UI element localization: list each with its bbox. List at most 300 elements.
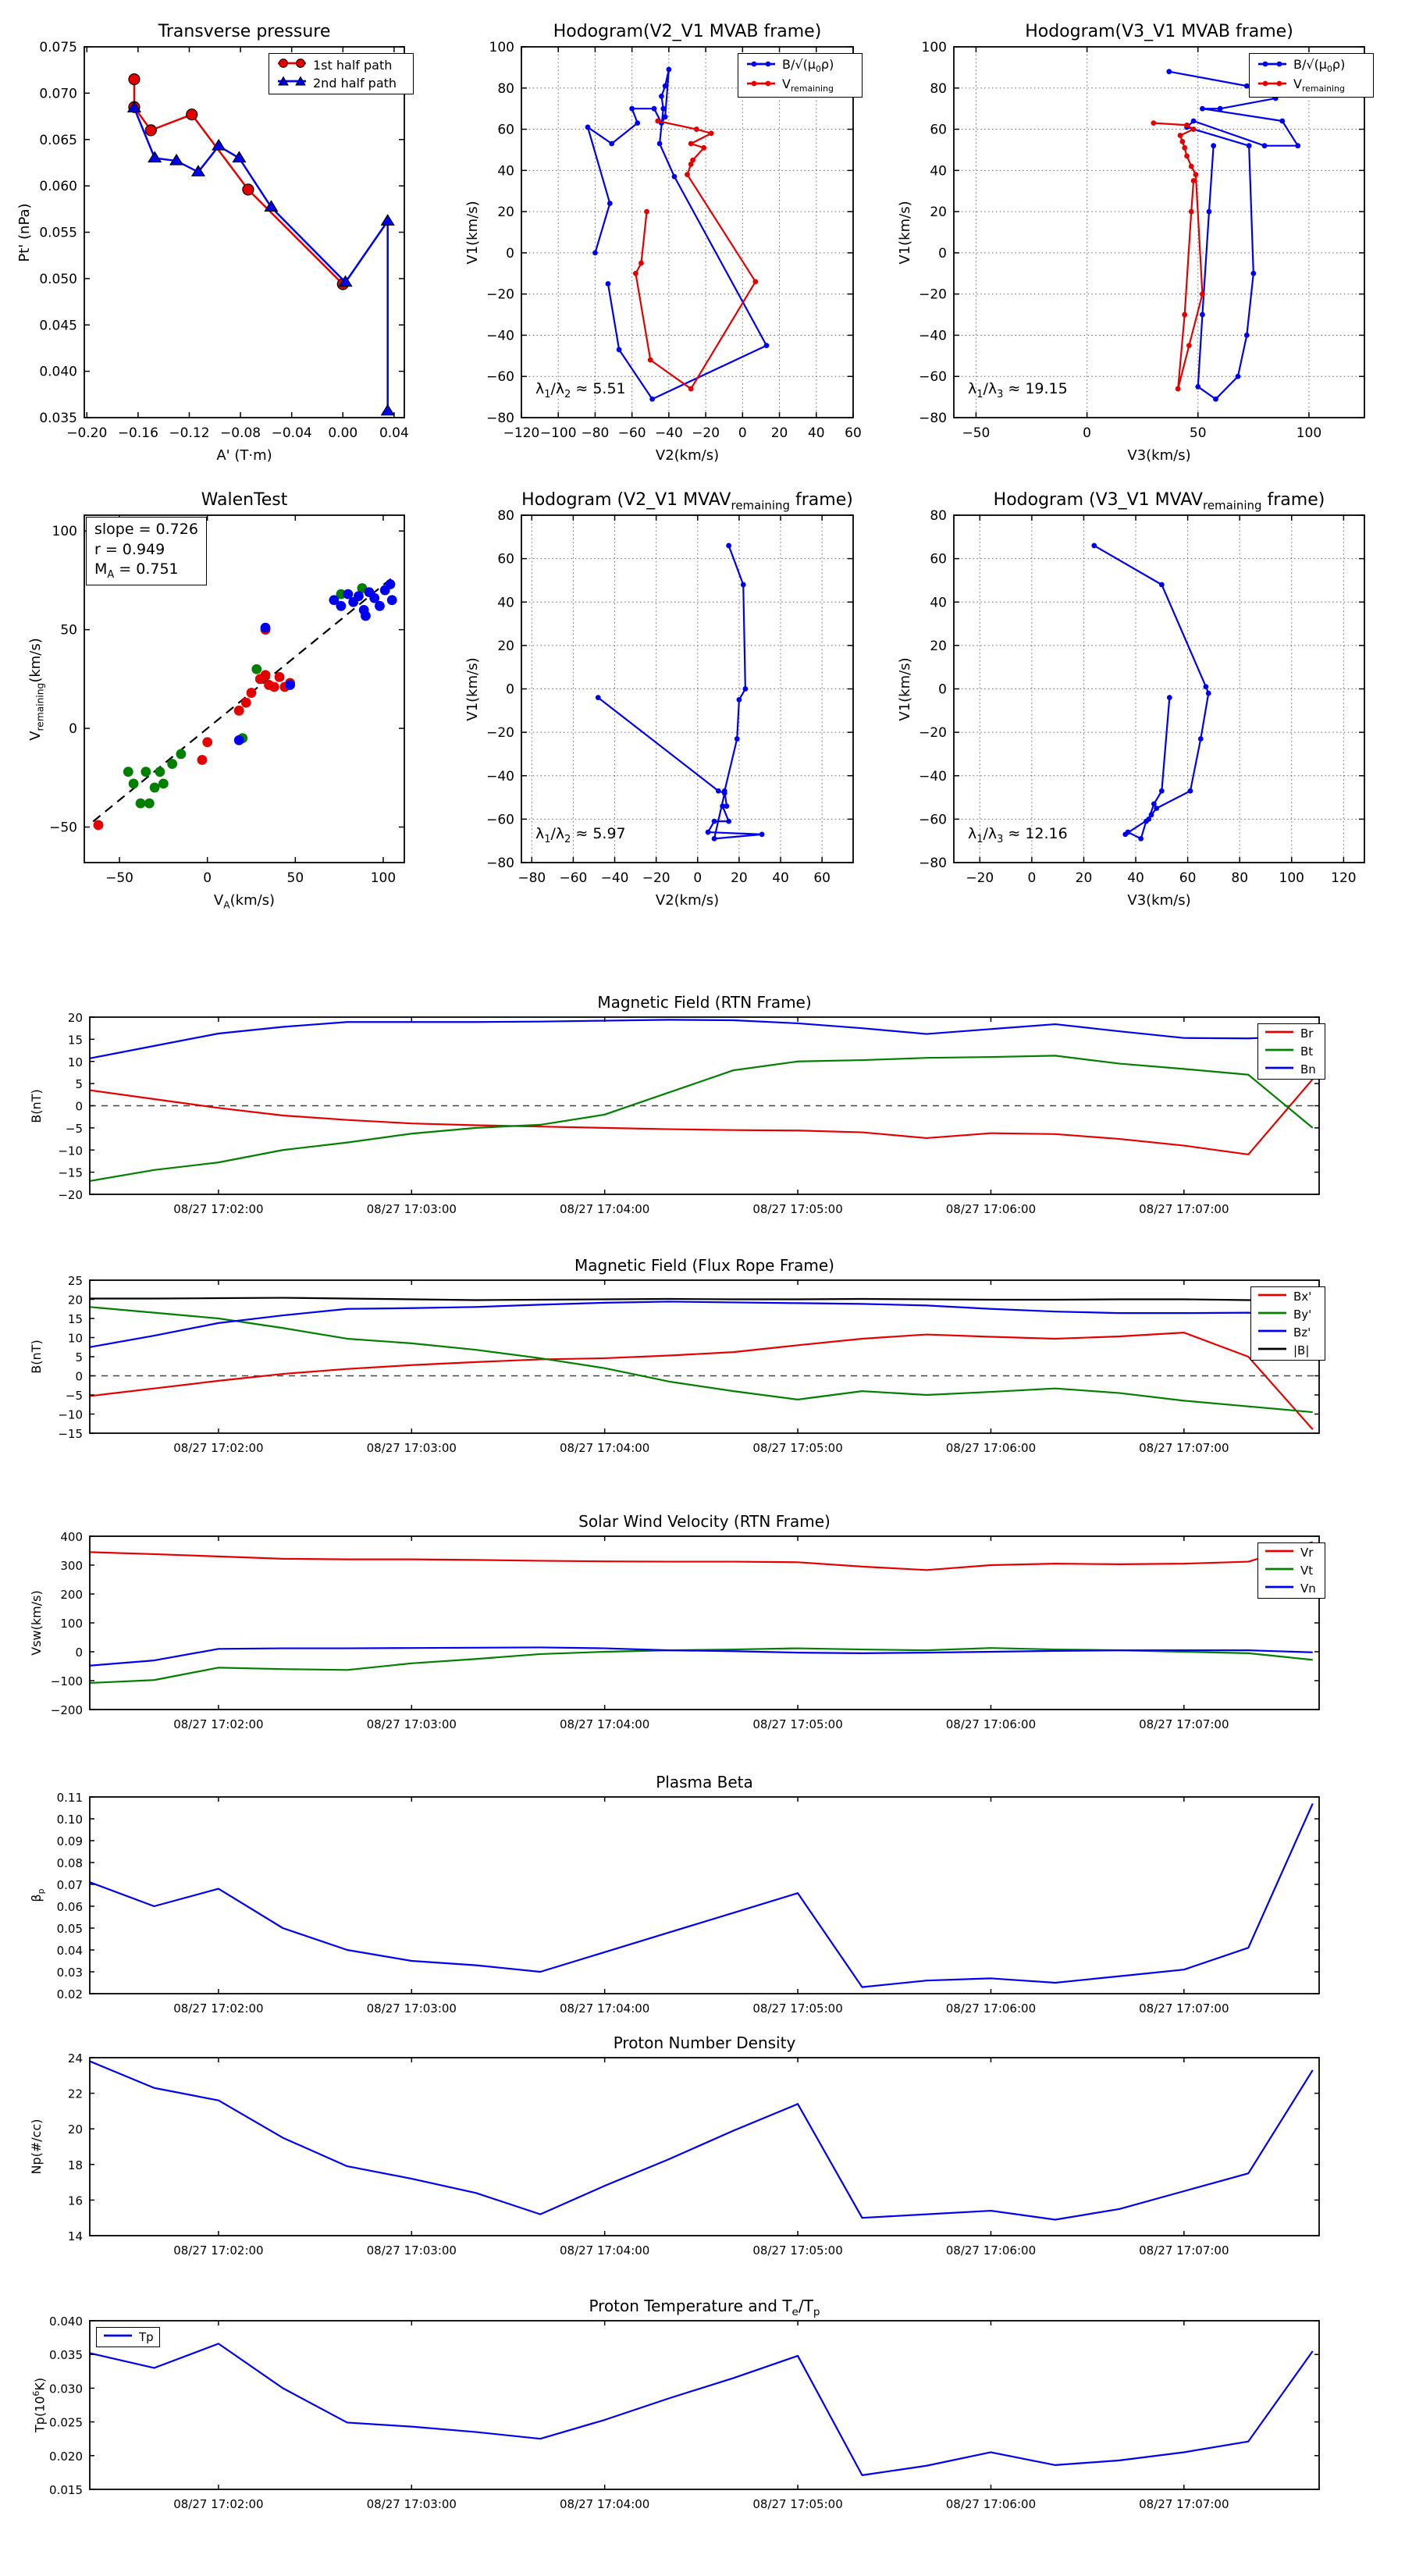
y-tick-label: 40 [930,595,947,611]
vsw_rtn-legend-entry-1 [1264,1563,1319,1578]
b_rtn-legend-entry-1 [1264,1044,1319,1059]
vsw_rtn-legend-entry-0 [1264,1545,1319,1560]
x-tick-label: 08/27 17:02:00 [173,1441,264,1455]
stats-line-0: slope = 0.726 [94,521,198,538]
panel-vsw_rtn [51,1530,1319,1731]
y-tick-label: 60 [930,122,947,138]
legend-sample-line-icon [1264,1545,1295,1560]
x-tick-label: 08/27 17:03:00 [366,1717,457,1731]
x-tick-label: 08/27 17:06:00 [945,1202,1037,1216]
x-tick-label: 0 [693,870,702,886]
hodogram_v2v1_mvav-annotation: $\lambda_1/\lambda_2 \approx 5.97$ [535,825,626,845]
legend-label: Bt [1300,1044,1314,1059]
y-tick-label: 20 [67,1011,83,1025]
x-tick-label: 0.00 [328,425,358,441]
y-tick-label: 0.02 [56,1987,83,2001]
plasma_beta-ylabel: $\beta_p$ [29,1888,47,1902]
x-tick-label: −80 [518,870,546,886]
walen_test-stats-box [86,517,207,585]
y-tick-label: −20 [919,725,947,742]
stats-line-2: $M_A = 0.751$ [94,560,179,582]
y-tick-label: −40 [486,328,514,344]
y-tick-label: 0.040 [39,364,77,380]
y-tick-label: 100 [489,40,514,55]
walen_test-title: WalenTest [201,490,288,510]
walen_test-points-second-interval [94,624,295,830]
y-tick-label: 0 [75,1099,83,1114]
x-tick-label: 60 [813,870,831,886]
vsw_rtn-series-Vn [90,1647,1313,1665]
hodogram_v3v1_mvab-axes-frame [954,47,1364,418]
y-tick-label: −100 [50,1674,83,1688]
b_rtn-legend [1257,1023,1325,1080]
panel-proton_temp [49,2314,1319,2511]
b_rtn-legend-entry-0 [1264,1026,1319,1041]
panel-b_fluxrope [58,1274,1319,1455]
b_rtn-series-Bn [90,1019,1313,1058]
b_rtn-legend-entry-2 [1264,1062,1319,1077]
x-tick-label: 20 [1075,870,1093,886]
y-tick-label: −60 [486,369,514,386]
x-tick-label: 80 [1231,870,1249,886]
hodogram_v3v1_mvab-xlabel: V3(km/s) [1127,447,1191,464]
x-tick-label: −20 [642,870,670,886]
x-tick-label: 20 [770,425,788,441]
y-tick-label: 0.020 [49,2449,83,2464]
plasma_beta-series-beta_p [90,1803,1313,1987]
vsw_rtn-series-Vt [90,1648,1313,1683]
y-tick-label: 0 [938,245,947,262]
x-tick-label: −0.20 [66,425,108,441]
y-tick-label: 0.07 [56,1878,83,1892]
y-tick-label: 5 [75,1350,83,1364]
y-tick-label: 25 [67,1274,83,1288]
y-tick-label: −20 [486,286,514,303]
legend-sample-line-dots-icon [745,58,777,73]
legend-label: $V_{remaining}$ [782,76,834,94]
proton_density-axes-frame [90,2058,1319,2236]
legend-label: $B/√(\mu_0\rho)$ [782,57,834,75]
x-tick-label: 08/27 17:03:00 [366,1202,457,1216]
y-tick-label: 10 [67,1331,83,1346]
x-tick-label: −0.12 [169,425,210,441]
x-tick-label: 40 [1127,870,1144,886]
y-tick-label: −15 [58,1427,83,1441]
y-tick-label: −60 [486,812,514,828]
y-tick-label: 0.05 [56,1922,83,1936]
transverse_pressure-ylabel: Pt' (nPa) [16,202,33,262]
hodogram_v3v1_mvab-legend [1249,53,1374,98]
x-tick-label: 08/27 17:05:00 [752,2497,843,2511]
y-tick-label: 0.04 [56,1944,83,1958]
y-tick-label: −80 [486,856,514,871]
x-tick-label: 08/27 17:04:00 [559,2497,650,2511]
legend-sample-line-dots-icon [745,77,777,93]
x-tick-label: 08/27 17:06:00 [945,1717,1037,1731]
hodogram_v3v1_mvab-series-B/sqrt(mu0 rho) [1166,69,1300,401]
proton_temp-legend-entry-0 [102,2329,154,2345]
b_fluxrope-series-Bx' [90,1332,1313,1429]
transverse_pressure-series-1st half path [129,74,348,290]
y-tick-label: 0.015 [49,2483,83,2497]
hodogram_v3v1_mvav-title: Hodogram (V3_V1 $MVAV_{remaining}$ frame) [993,490,1325,513]
y-tick-label: −15 [58,1165,83,1180]
b_fluxrope-ylabel: B(nT) [29,1340,44,1374]
y-tick-label: 50 [60,622,77,639]
y-tick-label: −40 [486,768,514,785]
transverse_pressure-legend-entry-0 [276,57,406,73]
legend-label: By' [1293,1308,1312,1322]
y-tick-label: 5 [75,1077,83,1092]
legend-label: 1st half path [313,57,393,73]
b_fluxrope-legend-entry-2 [1257,1325,1319,1340]
x-tick-label: −0.08 [220,425,261,441]
x-tick-label: 0 [1083,425,1092,441]
y-tick-label: 0 [938,681,947,698]
plasma_beta-axes-frame [90,1797,1319,1994]
x-tick-label: 08/27 17:06:00 [945,2497,1037,2511]
x-tick-label: 08/27 17:07:00 [1139,2243,1229,2258]
x-tick-label: −40 [600,870,629,886]
y-tick-label: −80 [919,411,947,426]
legend-label: Vr [1300,1546,1314,1560]
x-tick-label: −60 [617,425,646,441]
walen_test-series-layer [93,575,397,831]
y-tick-label: 15 [67,1312,83,1326]
y-tick-label: −10 [58,1144,83,1158]
b_rtn-series-Bt [90,1055,1313,1181]
legend-sample-line-dots-icon [1257,58,1288,73]
y-tick-label: 40 [497,595,514,611]
b_fluxrope-legend-entry-0 [1257,1289,1319,1304]
x-tick-label: −60 [559,870,588,886]
x-tick-label: −80 [581,425,610,441]
x-tick-label: 08/27 17:04:00 [559,1202,650,1216]
x-tick-label: 0 [1027,870,1037,886]
x-tick-label: −0.16 [117,425,158,441]
hodogram_v3v1_mvab-legend-entry-0 [1257,57,1366,74]
x-tick-label: 08/27 17:07:00 [1139,1202,1229,1216]
y-tick-label: 20 [497,205,514,221]
y-tick-label: 0.060 [39,179,77,195]
y-tick-label: 0.03 [56,1966,83,1980]
transverse_pressure-series-layer [128,74,394,415]
x-tick-label: 0 [738,425,747,441]
legend-label: Tp [139,2330,154,2344]
y-tick-label: 0 [75,1369,83,1384]
y-tick-label: 400 [60,1530,83,1544]
y-tick-label: 20 [930,638,947,654]
x-tick-label: 0.04 [379,425,409,441]
x-tick-label: 60 [1179,870,1197,886]
x-tick-label: 08/27 17:05:00 [752,1202,843,1216]
legend-label: Br [1300,1026,1314,1041]
y-tick-label: −5 [65,1389,83,1403]
hodogram_v2v1_mvav-ylabel: V1(km/s) [464,656,481,721]
y-tick-label: −20 [58,1188,83,1202]
x-tick-label: 100 [1279,870,1305,886]
y-tick-label: 0.09 [56,1834,83,1848]
panel-plasma_beta [57,1791,1319,2016]
x-tick-label: 40 [807,425,825,441]
y-tick-label: 40 [930,163,947,180]
legend-label: Bx' [1293,1290,1312,1304]
walen_test-points-third-interval [234,579,397,745]
legend-sample-line-icon [1264,1044,1295,1059]
legend-sample-line-icon [1264,1026,1295,1041]
legend-sample-line-icon [1257,1289,1288,1304]
x-tick-label: 08/27 17:05:00 [752,2001,843,2016]
b_rtn-ylabel: B(nT) [29,1088,44,1123]
y-tick-label: −60 [919,369,947,386]
legend-sample-line-triangles-icon [276,75,308,91]
y-tick-label: 16 [67,2194,83,2208]
y-tick-label: 0.065 [39,132,77,148]
y-tick-label: 80 [497,508,514,524]
plasma_beta-title: Plasma Beta [656,1773,753,1791]
y-tick-label: 0.06 [56,1900,83,1914]
hodogram_v3v1_mvab-annotation: $\lambda_1/\lambda_3 \approx 19.15$ [968,380,1068,400]
walen_test-xlabel: $V_A(km/s)$ [213,892,276,911]
hodogram_v2v1_mvab-series-V remaining [633,119,758,392]
y-tick-label: 20 [67,1293,83,1308]
proton_density-series-layer [90,2062,1313,2220]
hodogram_v2v1_mvab-annotation: $\lambda_1/\lambda_2 \approx 5.51$ [535,380,626,400]
y-tick-label: 10 [67,1055,83,1069]
x-tick-label: 08/27 17:03:00 [366,2243,457,2258]
y-tick-label: 0 [69,721,77,738]
proton_temp-legend [96,2327,160,2347]
hodogram_v3v1_mvav-annotation: $\lambda_1/\lambda_3 \approx 12.16$ [968,825,1068,845]
y-tick-label: 80 [930,508,947,524]
legend-sample-line-icon [1257,1325,1288,1340]
y-tick-label: −20 [486,725,514,742]
panel-proton_density [68,2051,1319,2258]
y-tick-label: 0.055 [39,225,77,241]
y-tick-label: 0 [506,681,514,698]
x-tick-label: −50 [105,870,134,886]
proton_temp-series-Tp [90,2343,1313,2475]
vsw_rtn-legend-entry-2 [1264,1581,1319,1596]
transverse_pressure-series-2nd half path [128,101,394,415]
hodogram_v2v1_mvab-series-B/sqrt(mu0 rho) [585,67,770,402]
y-tick-label: −50 [49,820,77,836]
y-tick-label: −80 [919,856,947,871]
transverse_pressure-legend-entry-1 [276,75,406,91]
x-tick-label: 08/27 17:05:00 [752,1441,843,1455]
x-tick-label: 08/27 17:04:00 [559,2243,650,2258]
x-tick-label: 08/27 17:03:00 [366,2001,457,2016]
y-tick-label: 20 [67,2122,83,2137]
y-tick-label: 0.035 [39,411,77,426]
x-tick-label: 08/27 17:07:00 [1139,2001,1229,2016]
walen_test-points-first-interval [123,583,367,808]
x-tick-label: 08/27 17:04:00 [559,1717,650,1731]
y-tick-label: −20 [919,286,947,303]
hodogram_v2v1_mvab-legend-entry-1 [745,76,855,94]
y-tick-label: 60 [497,122,514,138]
x-tick-label: 08/27 17:03:00 [366,2497,457,2511]
x-tick-label: 08/27 17:07:00 [1139,2497,1229,2511]
b_fluxrope-title: Magnetic Field (Flux Rope Frame) [574,1256,834,1275]
y-tick-label: 0.10 [56,1813,83,1827]
y-tick-label: 0.050 [39,271,77,287]
x-tick-label: 120 [1331,870,1357,886]
b_fluxrope-axes-frame [90,1280,1319,1433]
b_fluxrope-legend [1250,1286,1325,1361]
stats-line-1: r = 0.949 [94,540,165,558]
y-tick-label: 0 [506,245,514,262]
x-tick-label: 08/27 17:04:00 [559,2001,650,2016]
legend-label: Bz' [1293,1325,1311,1340]
hodogram_v3v1_mvab-legend-entry-1 [1257,76,1366,94]
hodogram_v2v1_mvav-title: Hodogram (V2_V1 $MVAV_{remaining}$ frame) [521,490,853,513]
x-tick-label: −0.04 [271,425,312,441]
x-tick-label: −100 [539,425,577,441]
x-tick-label: 100 [1296,425,1322,441]
y-tick-label: 20 [497,638,514,654]
y-tick-label: 60 [497,551,514,568]
x-tick-label: −50 [962,425,991,441]
y-tick-label: 20 [930,205,947,221]
y-tick-label: 100 [60,1617,83,1631]
x-tick-label: 08/27 17:02:00 [173,2497,264,2511]
x-tick-label: −20 [692,425,720,441]
x-tick-label: 08/27 17:06:00 [945,2001,1037,2016]
y-tick-label: 18 [67,2158,83,2172]
b_rtn-title: Magnetic Field (RTN Frame) [597,993,812,1012]
x-tick-label: 08/27 17:05:00 [752,2243,843,2258]
panel-transverse_pressure [39,40,408,441]
y-tick-label: −40 [919,328,947,344]
x-tick-label: 08/27 17:03:00 [366,1441,457,1455]
legend-label: Vt [1300,1564,1314,1578]
x-tick-label: 08/27 17:06:00 [945,2243,1037,2258]
y-tick-label: 80 [930,80,947,97]
x-tick-label: 08/27 17:06:00 [945,1441,1037,1455]
proton_temp-axes-frame [90,2321,1319,2489]
hodogram_v2v1_mvab-ylabel: V1(km/s) [464,200,481,265]
y-tick-label: 0.025 [49,2415,83,2430]
proton_density-series-Np [90,2062,1313,2220]
y-tick-label: 14 [67,2229,83,2243]
y-tick-label: 60 [930,551,947,568]
transverse_pressure-legend [269,53,414,94]
plasma_beta-series-layer [90,1803,1313,1987]
b_fluxrope-series-|B| [90,1298,1313,1301]
y-tick-label: 40 [497,163,514,180]
y-tick-label: 0 [75,1646,83,1660]
y-tick-label: 22 [67,2087,83,2101]
hodogram_v3v1_mvab-series-V remaining [1151,120,1204,391]
vsw_rtn-series-layer [90,1542,1313,1683]
hodogram_v3v1_mvab-ylabel: V1(km/s) [897,200,913,265]
legend-label: $B/√(\mu_0\rho)$ [1293,57,1346,75]
y-tick-label: 0.11 [56,1791,83,1805]
legend-label: $V_{remaining}$ [1293,76,1345,94]
x-tick-label: 40 [772,870,789,886]
hodogram_v3v1_mvav-xlabel: V3(km/s) [1127,892,1191,909]
y-tick-label: 0.035 [49,2348,83,2363]
panel-b_rtn [58,1011,1319,1216]
legend-sample-line-icon [1264,1563,1295,1578]
x-tick-label: 0 [203,870,212,886]
y-tick-label: 0.040 [49,2314,83,2329]
y-tick-label: −80 [486,411,514,426]
y-tick-label: 200 [60,1588,83,1602]
x-tick-label: 08/27 17:02:00 [173,1202,264,1216]
b_fluxrope-series-Bz' [90,1301,1313,1347]
y-tick-label: 15 [67,1033,83,1048]
x-tick-label: −120 [503,425,540,441]
hodogram_v2v1_mvav-xlabel: V2(km/s) [655,892,720,909]
y-tick-label: 80 [497,80,514,97]
hodogram_v2v1_mvab-title: Hodogram(V2_V1 MVAB frame) [553,22,822,41]
y-tick-label: −60 [919,812,947,828]
legend-label: Bn [1300,1062,1316,1076]
y-tick-label: 0.070 [39,86,77,102]
x-tick-label: 08/27 17:02:00 [173,2243,264,2258]
proton_temp-series-layer [90,2343,1313,2475]
hodogram_v3v1_mvav-series-V remaining hodogram [1091,543,1211,841]
legend-sample-line-icon [1264,1581,1295,1596]
x-tick-label: 08/27 17:02:00 [173,1717,264,1731]
x-tick-label: 08/27 17:04:00 [559,1441,650,1455]
hodogram_v2v1_mvab-series-layer [585,67,770,402]
x-tick-label: −20 [966,870,994,886]
b_fluxrope-legend-entry-3 [1257,1343,1319,1358]
hodogram_v3v1_mvav-series-layer [1091,543,1211,841]
y-tick-label: −5 [65,1121,83,1136]
b_rtn-series-Br [90,1079,1313,1154]
y-tick-label: −200 [50,1703,83,1717]
hodogram_v2v1_mvab-axes-frame [521,47,853,418]
b_rtn-series-layer [90,1019,1313,1181]
legend-label: Vn [1300,1582,1316,1596]
b_fluxrope-legend-entry-1 [1257,1307,1319,1322]
b_fluxrope-series-layer [90,1298,1313,1430]
vsw_rtn-series-Vr [90,1542,1313,1570]
vsw_rtn-ylabel: Vsw(km/s) [29,1590,44,1656]
legend-sample-line-icon [1257,1307,1288,1322]
legend-sample-line-circles-icon [276,57,308,73]
legend-label: 2nd half path [313,75,397,91]
y-tick-label: 0.030 [49,2382,83,2396]
legend-sample-line-icon [102,2329,133,2345]
hodogram_v2v1_mvab-legend-entry-0 [745,57,855,74]
y-tick-label: 0.075 [39,40,77,55]
vsw_rtn-legend [1257,1542,1325,1599]
hodogram_v3v1_mvav-ylabel: V1(km/s) [897,656,913,721]
b_fluxrope-series-By' [90,1307,1313,1412]
hodogram_v2v1_mvab-xlabel: V2(km/s) [655,447,720,464]
y-tick-label: 100 [921,40,947,55]
x-tick-label: 60 [845,425,862,441]
legend-sample-line-dots-icon [1257,77,1288,93]
legend-sample-line-icon [1257,1343,1288,1358]
hodogram_v2v1_mvab-legend [738,53,863,98]
x-tick-label: −40 [654,425,683,441]
y-tick-label: −10 [58,1407,83,1422]
proton_density-title: Proton Number Density [613,2033,796,2052]
vsw_rtn-title: Solar Wind Velocity (RTN Frame) [578,1512,831,1531]
y-tick-label: 100 [52,524,77,540]
x-tick-label: 50 [286,870,304,886]
y-tick-label: 0.045 [39,318,77,334]
x-tick-label: 08/27 17:07:00 [1139,1441,1229,1455]
x-tick-label: 50 [1189,425,1207,441]
x-tick-label: 20 [731,870,748,886]
